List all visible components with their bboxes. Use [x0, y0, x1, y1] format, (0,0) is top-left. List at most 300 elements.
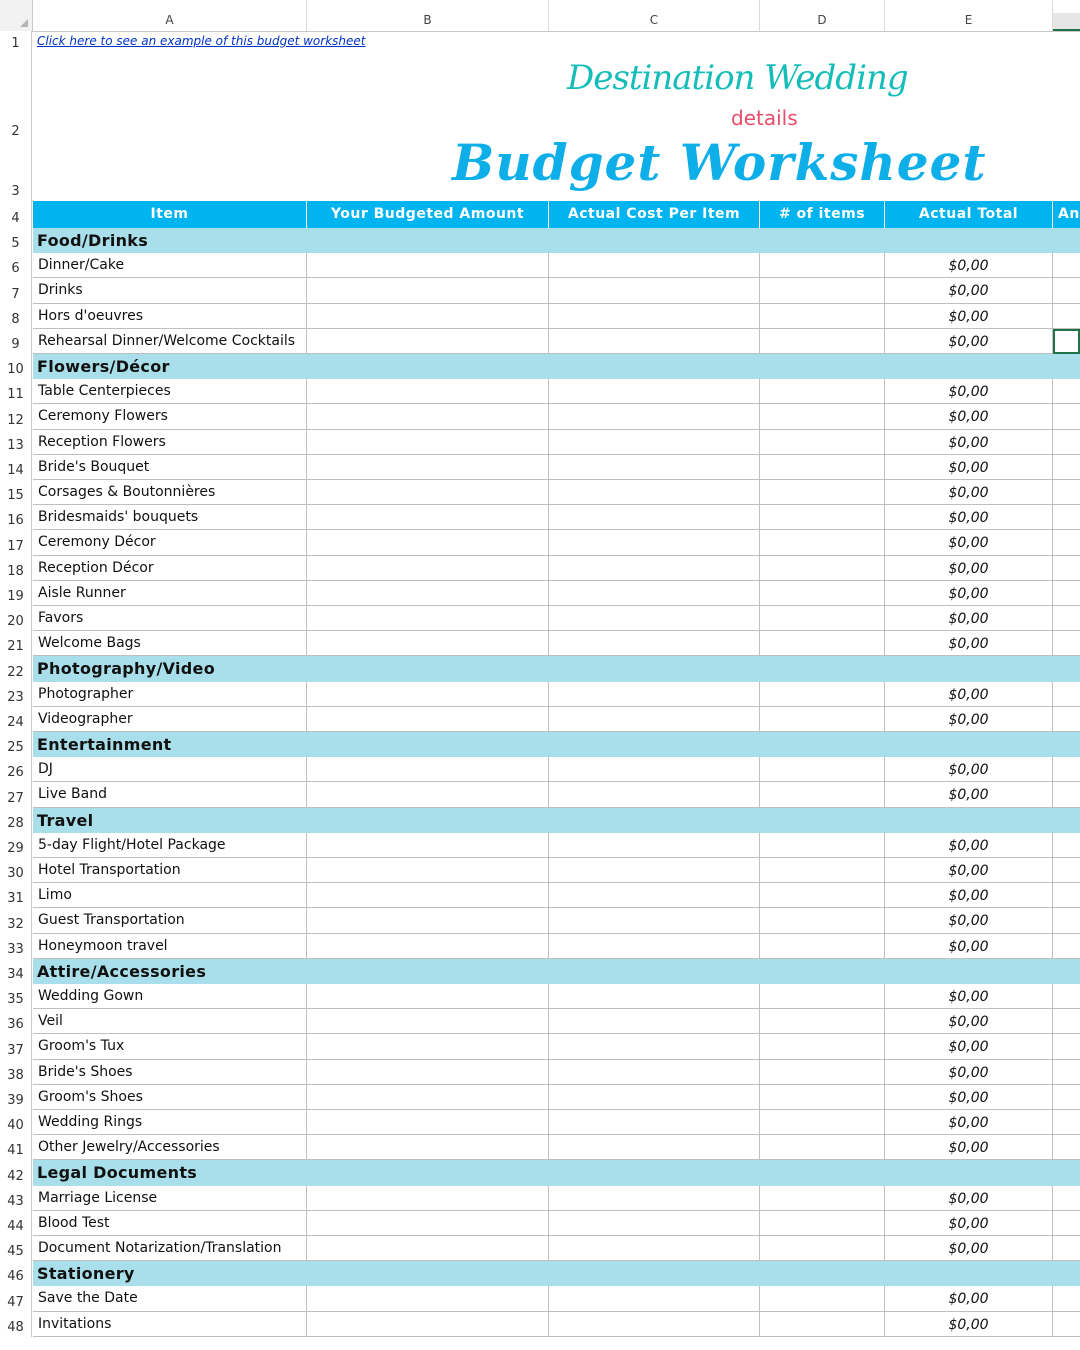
actual-total-cell[interactable]: $0,00	[885, 858, 1053, 883]
item-count-cell[interactable]	[760, 757, 885, 782]
actual-total-cell[interactable]: $0,00	[885, 304, 1053, 329]
budgeted-amount-cell[interactable]	[307, 1034, 549, 1059]
actual-total-cell[interactable]: $0,00	[885, 1286, 1053, 1311]
actual-cost-cell[interactable]	[549, 1312, 760, 1337]
item-row	[0, 505, 1080, 530]
actual-cost-cell[interactable]	[549, 505, 760, 530]
column-header-f-selected[interactable]	[1053, 13, 1080, 31]
category-row	[0, 1160, 1080, 1185]
header-actual-total[interactable]: Actual Total	[885, 201, 1053, 228]
row-number[interactable]: 20	[0, 606, 32, 631]
header-budgeted-amount[interactable]: Your Budgeted Amount	[307, 201, 549, 228]
item-row	[0, 1009, 1080, 1034]
row-number[interactable]: 45	[0, 1236, 32, 1261]
partial-column-cell[interactable]	[1053, 1060, 1080, 1085]
budgeted-amount-cell[interactable]	[307, 379, 549, 404]
actual-total-cell[interactable]: $0,00	[885, 984, 1053, 1009]
actual-total-cell[interactable]: $0,00	[885, 530, 1053, 555]
actual-total-cell[interactable]: $0,00	[885, 833, 1053, 858]
item-name-cell[interactable]: Bridesmaids' bouquets	[33, 505, 307, 530]
row-number[interactable]: 22	[0, 656, 32, 681]
item-count-cell[interactable]	[760, 556, 885, 581]
row-number[interactable]: 32	[0, 908, 32, 933]
row-number[interactable]: 40	[0, 1110, 32, 1135]
category-label[interactable]: Food/Drinks	[37, 231, 149, 250]
actual-cost-cell[interactable]	[549, 455, 760, 480]
row-number[interactable]: 43	[0, 1186, 32, 1211]
item-name-cell[interactable]: Honeymoon travel	[33, 934, 307, 959]
budgeted-amount-cell[interactable]	[307, 707, 549, 732]
budgeted-amount-cell[interactable]	[307, 556, 549, 581]
item-count-cell[interactable]	[760, 908, 885, 933]
actual-cost-cell[interactable]	[549, 530, 760, 555]
actual-total-cell[interactable]: $0,00	[885, 556, 1053, 581]
budgeted-amount-cell[interactable]	[307, 455, 549, 480]
budgeted-amount-cell[interactable]	[307, 1085, 549, 1110]
partial-column-cell[interactable]	[1053, 278, 1080, 303]
partial-column-cell[interactable]	[1053, 1211, 1080, 1236]
budgeted-amount-cell[interactable]	[307, 682, 549, 707]
item-count-cell[interactable]	[760, 1009, 885, 1034]
partial-column-cell[interactable]	[1053, 883, 1080, 908]
actual-cost-cell[interactable]	[549, 253, 760, 278]
budgeted-amount-cell[interactable]	[307, 1009, 549, 1034]
item-name-cell[interactable]: Drinks	[33, 278, 307, 303]
item-name-cell[interactable]: Ceremony Décor	[33, 530, 307, 555]
item-name-cell[interactable]: Dinner/Cake	[33, 253, 307, 278]
partial-column-cell[interactable]	[1053, 1236, 1080, 1261]
partial-column-cell[interactable]	[1053, 379, 1080, 404]
partial-column-cell[interactable]	[1053, 455, 1080, 480]
item-count-cell[interactable]	[760, 455, 885, 480]
row-number[interactable]: 4	[0, 201, 32, 228]
item-count-cell[interactable]	[760, 883, 885, 908]
budgeted-amount-cell[interactable]	[307, 883, 549, 908]
item-count-cell[interactable]	[760, 1236, 885, 1261]
category-label[interactable]: Entertainment	[37, 735, 172, 754]
destination-wedding-logo: Destination Wedding	[567, 58, 908, 98]
budgeted-amount-cell[interactable]	[307, 430, 549, 455]
item-name-cell[interactable]: Rehearsal Dinner/Welcome Cocktails	[33, 329, 307, 354]
partial-column-cell[interactable]	[1053, 581, 1080, 606]
row-number[interactable]: 12	[0, 404, 32, 429]
item-count-cell[interactable]	[760, 1135, 885, 1160]
actual-total-cell[interactable]: $0,00	[885, 757, 1053, 782]
budgeted-amount-cell[interactable]	[307, 530, 549, 555]
actual-cost-cell[interactable]	[549, 379, 760, 404]
actual-total-cell[interactable]: $0,00	[885, 707, 1053, 732]
partial-column-cell[interactable]	[1053, 304, 1080, 329]
item-count-cell[interactable]	[760, 278, 885, 303]
item-count-cell[interactable]	[760, 606, 885, 631]
row-number[interactable]: 11	[0, 379, 32, 404]
actual-cost-cell[interactable]	[549, 757, 760, 782]
budgeted-amount-cell[interactable]	[307, 1186, 549, 1211]
partial-column-cell[interactable]	[1053, 1186, 1080, 1211]
item-name-cell[interactable]: 5-day Flight/Hotel Package	[33, 833, 307, 858]
row-number[interactable]: 47	[0, 1286, 32, 1311]
category-label[interactable]: Travel	[37, 810, 94, 830]
actual-cost-cell[interactable]	[549, 682, 760, 707]
row-number[interactable]: 19	[0, 581, 32, 606]
budgeted-amount-cell[interactable]	[307, 404, 549, 429]
actual-cost-cell[interactable]	[549, 278, 760, 303]
partial-column-cell[interactable]	[1053, 253, 1080, 278]
row-number[interactable]: 28	[0, 808, 32, 833]
header-item[interactable]: Item	[33, 201, 307, 228]
item-name-cell[interactable]: Wedding Gown	[33, 984, 307, 1009]
item-count-cell[interactable]	[760, 782, 885, 807]
actual-total-cell[interactable]: $0,00	[885, 379, 1053, 404]
row-number[interactable]: 3	[0, 141, 32, 201]
row-number[interactable]: 46	[0, 1261, 32, 1286]
actual-total-cell[interactable]: $0,00	[885, 1034, 1053, 1059]
actual-cost-cell[interactable]	[549, 1286, 760, 1311]
item-count-cell[interactable]	[760, 480, 885, 505]
row-number[interactable]: 35	[0, 984, 32, 1009]
budgeted-amount-cell[interactable]	[307, 631, 549, 656]
row-number[interactable]: 5	[0, 228, 32, 253]
item-count-cell[interactable]	[760, 858, 885, 883]
row-number[interactable]: 27	[0, 782, 32, 807]
item-count-cell[interactable]	[760, 530, 885, 555]
item-name-cell[interactable]: Bride's Shoes	[33, 1060, 307, 1085]
item-name-cell[interactable]: Corsages & Boutonnières	[33, 480, 307, 505]
row-number[interactable]: 17	[0, 530, 32, 555]
budgeted-amount-cell[interactable]	[307, 581, 549, 606]
budgeted-amount-cell[interactable]	[307, 329, 549, 354]
row-number[interactable]: 24	[0, 707, 32, 732]
item-name-cell[interactable]: Favors	[33, 606, 307, 631]
row-number[interactable]: 42	[0, 1160, 32, 1185]
row-number[interactable]: 34	[0, 959, 32, 984]
item-name-cell[interactable]: Reception Flowers	[33, 430, 307, 455]
partial-column-cell[interactable]	[1053, 707, 1080, 732]
item-count-cell[interactable]	[760, 1060, 885, 1085]
budgeted-amount-cell[interactable]	[307, 480, 549, 505]
actual-cost-cell[interactable]	[549, 1009, 760, 1034]
partial-column-cell[interactable]	[1053, 480, 1080, 505]
category-label[interactable]: Photography/Video	[37, 659, 215, 679]
category-label[interactable]: Stationery	[37, 1264, 135, 1284]
budgeted-amount-cell[interactable]	[307, 1060, 549, 1085]
item-count-cell[interactable]	[760, 1085, 885, 1110]
item-count-cell[interactable]	[760, 631, 885, 656]
item-count-cell[interactable]	[760, 505, 885, 530]
actual-cost-cell[interactable]	[549, 707, 760, 732]
partial-column-cell[interactable]	[1053, 1110, 1080, 1135]
budgeted-amount-cell[interactable]	[307, 1135, 549, 1160]
header-partial-column[interactable]: An	[1053, 201, 1080, 228]
partial-column-cell[interactable]	[1053, 934, 1080, 959]
row-number[interactable]: 29	[0, 833, 32, 858]
actual-total-cell[interactable]: $0,00	[885, 606, 1053, 631]
item-name-cell[interactable]: Limo	[33, 883, 307, 908]
partial-column-cell[interactable]	[1053, 404, 1080, 429]
row-number[interactable]: 25	[0, 732, 32, 757]
partial-column-cell[interactable]	[1053, 606, 1080, 631]
budgeted-amount-cell[interactable]	[307, 1110, 549, 1135]
actual-cost-cell[interactable]	[549, 304, 760, 329]
actual-total-cell[interactable]: $0,00	[885, 1060, 1053, 1085]
actual-cost-cell[interactable]	[549, 1236, 760, 1261]
item-name-cell[interactable]: Guest Transportation	[33, 908, 307, 933]
budgeted-amount-cell[interactable]	[307, 253, 549, 278]
column-header-c[interactable]: C	[549, 0, 760, 31]
row-number[interactable]: 1	[0, 31, 32, 53]
actual-total-cell[interactable]: $0,00	[885, 682, 1053, 707]
row-number[interactable]: 36	[0, 1009, 32, 1034]
row-number[interactable]: 8	[0, 304, 32, 329]
actual-total-cell[interactable]: $0,00	[885, 455, 1053, 480]
item-name-cell[interactable]: DJ	[33, 757, 307, 782]
item-count-cell[interactable]	[760, 1211, 885, 1236]
actual-total-cell[interactable]: $0,00	[885, 430, 1053, 455]
actual-cost-cell[interactable]	[549, 480, 760, 505]
select-all-corner[interactable]	[0, 0, 33, 31]
partial-column-cell[interactable]	[1053, 1085, 1080, 1110]
budgeted-amount-cell[interactable]	[307, 1236, 549, 1261]
row-number[interactable]: 13	[0, 430, 32, 455]
column-header-b[interactable]: B	[307, 0, 549, 31]
actual-cost-cell[interactable]	[549, 606, 760, 631]
actual-cost-cell[interactable]	[549, 556, 760, 581]
partial-column-cell[interactable]	[1053, 1312, 1080, 1337]
row-number[interactable]: 38	[0, 1060, 32, 1085]
actual-cost-cell[interactable]	[549, 908, 760, 933]
row-number[interactable]: 14	[0, 455, 32, 480]
partial-column-cell[interactable]	[1053, 1286, 1080, 1311]
budgeted-amount-cell[interactable]	[307, 757, 549, 782]
item-name-cell[interactable]: Aisle Runner	[33, 581, 307, 606]
actual-total-cell[interactable]: $0,00	[885, 1236, 1053, 1261]
actual-cost-cell[interactable]	[549, 1186, 760, 1211]
row-number[interactable]: 30	[0, 858, 32, 883]
item-name-cell[interactable]: Videographer	[33, 707, 307, 732]
item-count-cell[interactable]	[760, 253, 885, 278]
partial-column-cell[interactable]	[1053, 505, 1080, 530]
partial-column-cell[interactable]	[1053, 1034, 1080, 1059]
category-label[interactable]: Attire/Accessories	[37, 961, 207, 981]
item-name-cell[interactable]: Marriage License	[33, 1186, 307, 1211]
row-number[interactable]: 39	[0, 1085, 32, 1110]
actual-cost-cell[interactable]	[549, 858, 760, 883]
partial-column-cell[interactable]	[1053, 858, 1080, 883]
item-name-cell[interactable]: Groom's Shoes	[33, 1085, 307, 1110]
row-number[interactable]: 10	[0, 354, 32, 379]
budgeted-amount-cell[interactable]	[307, 782, 549, 807]
actual-cost-cell[interactable]	[549, 782, 760, 807]
budgeted-amount-cell[interactable]	[307, 606, 549, 631]
item-count-cell[interactable]	[760, 682, 885, 707]
row-number[interactable]: 15	[0, 480, 32, 505]
item-name-cell[interactable]: Veil	[33, 1009, 307, 1034]
item-name-cell[interactable]: Invitations	[33, 1312, 307, 1337]
actual-cost-cell[interactable]	[549, 833, 760, 858]
item-name-cell[interactable]: Save the Date	[33, 1286, 307, 1311]
row-number[interactable]: 16	[0, 505, 32, 530]
actual-total-cell[interactable]: $0,00	[885, 581, 1053, 606]
item-name-cell[interactable]: Photographer	[33, 682, 307, 707]
actual-cost-cell[interactable]	[549, 1211, 760, 1236]
item-count-cell[interactable]	[760, 1110, 885, 1135]
category-row	[0, 808, 1080, 833]
actual-total-cell[interactable]: $0,00	[885, 631, 1053, 656]
row-number[interactable]: 31	[0, 883, 32, 908]
actual-cost-cell[interactable]	[549, 329, 760, 354]
header-number-of-items[interactable]: # of items	[760, 201, 885, 228]
item-row	[0, 606, 1080, 631]
item-name-cell[interactable]: Hors d'oeuvres	[33, 304, 307, 329]
row-number[interactable]: 7	[0, 278, 32, 303]
partial-column-cell[interactable]	[1053, 556, 1080, 581]
item-row	[0, 404, 1080, 429]
item-count-cell[interactable]	[760, 304, 885, 329]
actual-cost-cell[interactable]	[549, 1110, 760, 1135]
actual-cost-cell[interactable]	[549, 631, 760, 656]
row-number[interactable]: 37	[0, 1034, 32, 1059]
budgeted-amount-cell[interactable]	[307, 908, 549, 933]
item-count-cell[interactable]	[760, 404, 885, 429]
item-count-cell[interactable]	[760, 1312, 885, 1337]
item-name-cell[interactable]: Other Jewelry/Accessories	[33, 1135, 307, 1160]
actual-total-cell[interactable]: $0,00	[885, 480, 1053, 505]
actual-cost-cell[interactable]	[549, 934, 760, 959]
row-number[interactable]: 26	[0, 757, 32, 782]
column-header-d[interactable]: D	[760, 0, 885, 31]
row-number[interactable]: 48	[0, 1312, 32, 1337]
row-number[interactable]: 33	[0, 934, 32, 959]
actual-cost-cell[interactable]	[549, 581, 760, 606]
category-row	[0, 959, 1080, 984]
budgeted-amount-cell[interactable]	[307, 984, 549, 1009]
actual-total-cell[interactable]: $0,00	[885, 934, 1053, 959]
budgeted-amount-cell[interactable]	[307, 858, 549, 883]
actual-total-cell[interactable]: $0,00	[885, 908, 1053, 933]
category-label[interactable]: Flowers/Décor	[37, 357, 170, 376]
actual-total-cell[interactable]: $0,00	[885, 1312, 1053, 1337]
actual-cost-cell[interactable]	[549, 1034, 760, 1059]
budgeted-amount-cell[interactable]	[307, 833, 549, 858]
partial-column-cell[interactable]	[1053, 908, 1080, 933]
item-name-cell[interactable]: Wedding Rings	[33, 1110, 307, 1135]
row-number[interactable]: 44	[0, 1211, 32, 1236]
row-number[interactable]: 41	[0, 1135, 32, 1160]
actual-total-cell[interactable]: $0,00	[885, 883, 1053, 908]
column-header-a[interactable]: A	[33, 0, 307, 31]
actual-cost-cell[interactable]	[549, 984, 760, 1009]
item-count-cell[interactable]	[760, 430, 885, 455]
item-name-cell[interactable]: Live Band	[33, 782, 307, 807]
active-cell-selection[interactable]	[1053, 329, 1080, 354]
row-number[interactable]: 18	[0, 556, 32, 581]
item-name-cell[interactable]: Hotel Transportation	[33, 858, 307, 883]
actual-cost-cell[interactable]	[549, 883, 760, 908]
item-row	[0, 934, 1080, 959]
partial-column-cell[interactable]	[1053, 1135, 1080, 1160]
row-number[interactable]: 21	[0, 631, 32, 656]
item-name-cell[interactable]: Table Centerpieces	[33, 379, 307, 404]
actual-total-cell[interactable]: $0,00	[885, 404, 1053, 429]
actual-cost-cell[interactable]	[549, 404, 760, 429]
actual-cost-cell[interactable]	[549, 1135, 760, 1160]
budgeted-amount-cell[interactable]	[307, 304, 549, 329]
item-count-cell[interactable]	[760, 1034, 885, 1059]
budgeted-amount-cell[interactable]	[307, 505, 549, 530]
partial-column-cell[interactable]	[1053, 833, 1080, 858]
budgeted-amount-cell[interactable]	[307, 1211, 549, 1236]
actual-cost-cell[interactable]	[549, 1060, 760, 1085]
partial-column-cell[interactable]	[1053, 631, 1080, 656]
item-count-cell[interactable]	[760, 833, 885, 858]
item-row	[0, 631, 1080, 656]
item-count-cell[interactable]	[760, 984, 885, 1009]
item-count-cell[interactable]	[760, 707, 885, 732]
item-row	[0, 782, 1080, 807]
item-name-cell[interactable]: Groom's Tux	[33, 1034, 307, 1059]
item-count-cell[interactable]	[760, 934, 885, 959]
item-name-cell[interactable]: Reception Décor	[33, 556, 307, 581]
partial-column-cell[interactable]	[1053, 1009, 1080, 1034]
partial-column-cell[interactable]	[1053, 984, 1080, 1009]
category-label[interactable]: Legal Documents	[37, 1163, 198, 1183]
item-name-cell[interactable]: Welcome Bags	[33, 631, 307, 656]
partial-column-cell[interactable]	[1053, 530, 1080, 555]
actual-total-cell[interactable]: $0,00	[885, 1135, 1053, 1160]
partial-column-cell[interactable]	[1053, 682, 1080, 707]
actual-total-cell[interactable]: $0,00	[885, 505, 1053, 530]
budgeted-amount-cell[interactable]	[307, 1312, 549, 1337]
actual-cost-cell[interactable]	[549, 430, 760, 455]
budgeted-amount-cell[interactable]	[307, 934, 549, 959]
actual-total-cell[interactable]: $0,00	[885, 1186, 1053, 1211]
actual-total-cell[interactable]: $0,00	[885, 253, 1053, 278]
partial-column-cell[interactable]	[1053, 782, 1080, 807]
actual-cost-cell[interactable]	[549, 1085, 760, 1110]
item-name-cell[interactable]: Document Notarization/Translation	[33, 1236, 307, 1261]
item-count-cell[interactable]	[760, 1286, 885, 1311]
actual-total-cell[interactable]: $0,00	[885, 1009, 1053, 1034]
actual-total-cell[interactable]: $0,00	[885, 782, 1053, 807]
partial-column-cell[interactable]	[1053, 430, 1080, 455]
actual-total-cell[interactable]: $0,00	[885, 329, 1053, 354]
example-worksheet-link[interactable]: Click here to see an example of this budget worksheet	[37, 34, 366, 48]
item-count-cell[interactable]	[760, 581, 885, 606]
budgeted-amount-cell[interactable]	[307, 278, 549, 303]
header-actual-cost[interactable]: Actual Cost Per Item	[549, 201, 760, 228]
actual-total-cell[interactable]: $0,00	[885, 278, 1053, 303]
actual-total-cell[interactable]: $0,00	[885, 1110, 1053, 1135]
row-number[interactable]: 23	[0, 682, 32, 707]
row-number[interactable]: 6	[0, 253, 32, 278]
row-number[interactable]: 9	[0, 329, 32, 354]
item-name-cell[interactable]: Blood Test	[33, 1211, 307, 1236]
item-count-cell[interactable]	[760, 1186, 885, 1211]
item-row	[0, 581, 1080, 606]
item-name-cell[interactable]: Ceremony Flowers	[33, 404, 307, 429]
partial-column-cell[interactable]	[1053, 757, 1080, 782]
item-name-cell[interactable]: Bride's Bouquet	[33, 455, 307, 480]
item-count-cell[interactable]	[760, 329, 885, 354]
item-count-cell[interactable]	[760, 379, 885, 404]
item-row	[0, 1236, 1080, 1261]
column-header-e[interactable]: E	[885, 0, 1053, 31]
budgeted-amount-cell[interactable]	[307, 1286, 549, 1311]
item-row	[0, 556, 1080, 581]
actual-total-cell[interactable]: $0,00	[885, 1085, 1053, 1110]
actual-total-cell[interactable]: $0,00	[885, 1211, 1053, 1236]
row-number[interactable]: 2	[0, 53, 32, 141]
